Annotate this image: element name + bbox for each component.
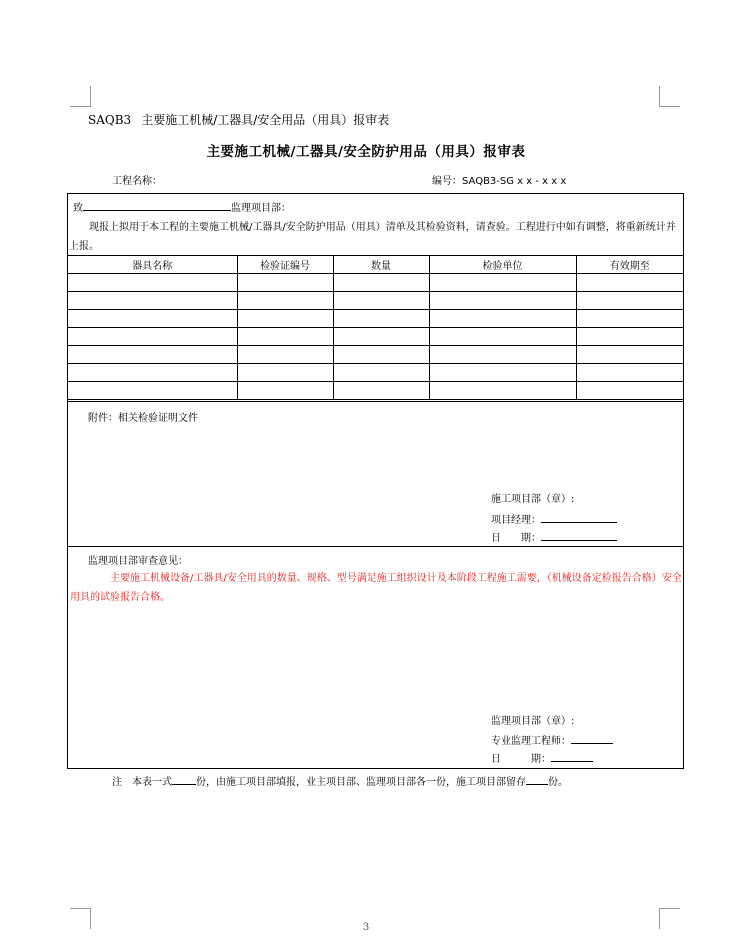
table-cell[interactable] — [237, 328, 333, 346]
table-cell[interactable] — [576, 328, 683, 346]
table-row — [68, 310, 683, 328]
contractor-date-line[interactable] — [541, 529, 617, 541]
supervision-engineer-field — [491, 732, 613, 747]
note-part-1: 注 本表一式 — [112, 777, 172, 788]
addressee-prefix: 致 — [73, 203, 83, 214]
table-cell[interactable] — [68, 364, 237, 382]
table-cell[interactable] — [237, 346, 333, 364]
col-header-inspection-unit: 检验单位 — [429, 256, 576, 274]
table-cell[interactable] — [576, 292, 683, 310]
form-number: 编号：SAQB3-SG x x - x x x — [432, 176, 567, 187]
supervision-engineer-label: 专业监理工程师： — [491, 736, 571, 747]
addressee-line — [73, 199, 291, 214]
table-cell[interactable] — [237, 364, 333, 382]
table-cell[interactable] — [68, 328, 237, 346]
retained-copies-blank[interactable] — [526, 773, 548, 785]
col-header-valid-until: 有效期至 — [576, 256, 683, 274]
table-cell[interactable] — [429, 382, 576, 400]
supervision-engineer-signature-line[interactable] — [571, 732, 613, 744]
addressee-suffix: 监理项目部： — [231, 203, 291, 214]
table-cell[interactable] — [237, 382, 333, 400]
table-row — [68, 382, 683, 400]
table-row — [68, 328, 683, 346]
document-header — [88, 111, 389, 128]
crop-mark-top-right — [659, 86, 680, 107]
table-cell[interactable] — [68, 382, 237, 400]
table-cell[interactable] — [333, 382, 429, 400]
table-cell[interactable] — [333, 310, 429, 328]
table-cell[interactable] — [333, 346, 429, 364]
crop-mark-top-left — [70, 86, 91, 107]
form-note — [112, 773, 568, 788]
supervision-seal-label: 监理项目部（章）: — [491, 716, 575, 727]
table-cell[interactable] — [429, 310, 576, 328]
form-code: SAQB3 — [88, 113, 132, 127]
report-body-text: 现报上拟用于本工程的主要施工机械/工器具/安全防护用品（用具）清单及其检验资料，请查验。工程进行中如有调整，将重新统计并上报。 — [69, 222, 676, 252]
col-header-quantity: 数量 — [333, 256, 429, 274]
attachment-label: 附件：相关检验证明文件 — [88, 413, 198, 424]
form-box — [67, 193, 684, 769]
table-row — [68, 274, 683, 292]
project-manager-signature-line[interactable] — [541, 511, 617, 523]
table-row — [68, 292, 683, 310]
equipment-table — [68, 255, 683, 400]
copies-blank[interactable] — [172, 773, 196, 785]
divider-attachment — [68, 401, 683, 402]
form-title: 主要施工机械/工器具/安全防护用品（用具）报审表 — [206, 144, 526, 160]
supervision-opinion-label: 监理项目部审查意见： — [88, 556, 188, 567]
note-part-2: 份，由施工项目部填报，业主项目部、监理项目部各一份，施工项目部留存 — [196, 777, 526, 788]
table-cell[interactable] — [68, 292, 237, 310]
table-cell[interactable] — [576, 382, 683, 400]
contractor-date-label: 日 期： — [491, 533, 541, 544]
table-row — [68, 346, 683, 364]
table-cell[interactable] — [333, 328, 429, 346]
supervision-opinion-text: 主要施工机械设备/工器具/安全用具的数量、规格、型号满足施工组织设计及本阶段工程施工需要，（机械设备定检报告合格）安全用具的试验报告合格。 — [70, 573, 682, 603]
table-cell[interactable] — [576, 346, 683, 364]
table-cell[interactable] — [333, 292, 429, 310]
supervision-date-label: 日 期： — [491, 754, 551, 765]
table-cell[interactable] — [333, 274, 429, 292]
table-cell[interactable] — [429, 274, 576, 292]
table-row — [68, 364, 683, 382]
note-part-3: 份。 — [548, 777, 568, 788]
header-title: 主要施工机械/工器具/安全用品（用具）报审表 — [141, 113, 390, 127]
supervision-date-field — [491, 750, 593, 765]
col-header-name: 器具名称 — [68, 256, 237, 274]
project-manager-field — [491, 511, 617, 526]
table-cell[interactable] — [576, 310, 683, 328]
table-cell[interactable] — [429, 328, 576, 346]
table-cell[interactable] — [68, 274, 237, 292]
table-cell[interactable] — [429, 364, 576, 382]
table-cell[interactable] — [333, 364, 429, 382]
project-manager-label: 项目经理： — [491, 515, 541, 526]
table-cell[interactable] — [237, 310, 333, 328]
table-cell[interactable] — [68, 310, 237, 328]
addressee-blank[interactable] — [83, 199, 231, 211]
table-cell[interactable] — [68, 346, 237, 364]
contractor-seal-label: 施工项目部（章）: — [491, 494, 575, 505]
table-cell[interactable] — [429, 346, 576, 364]
table-cell[interactable] — [429, 292, 576, 310]
table-cell[interactable] — [237, 274, 333, 292]
project-name-label: 工程名称： — [112, 176, 162, 187]
table-cell[interactable] — [576, 364, 683, 382]
col-header-cert-no: 检验证编号 — [237, 256, 333, 274]
table-header-row — [68, 256, 683, 274]
page-number: 3 — [362, 922, 370, 933]
table-cell[interactable] — [237, 292, 333, 310]
contractor-date-field — [491, 529, 617, 544]
supervision-date-line[interactable] — [551, 750, 593, 762]
divider-supervision — [68, 546, 683, 547]
table-cell[interactable] — [576, 274, 683, 292]
